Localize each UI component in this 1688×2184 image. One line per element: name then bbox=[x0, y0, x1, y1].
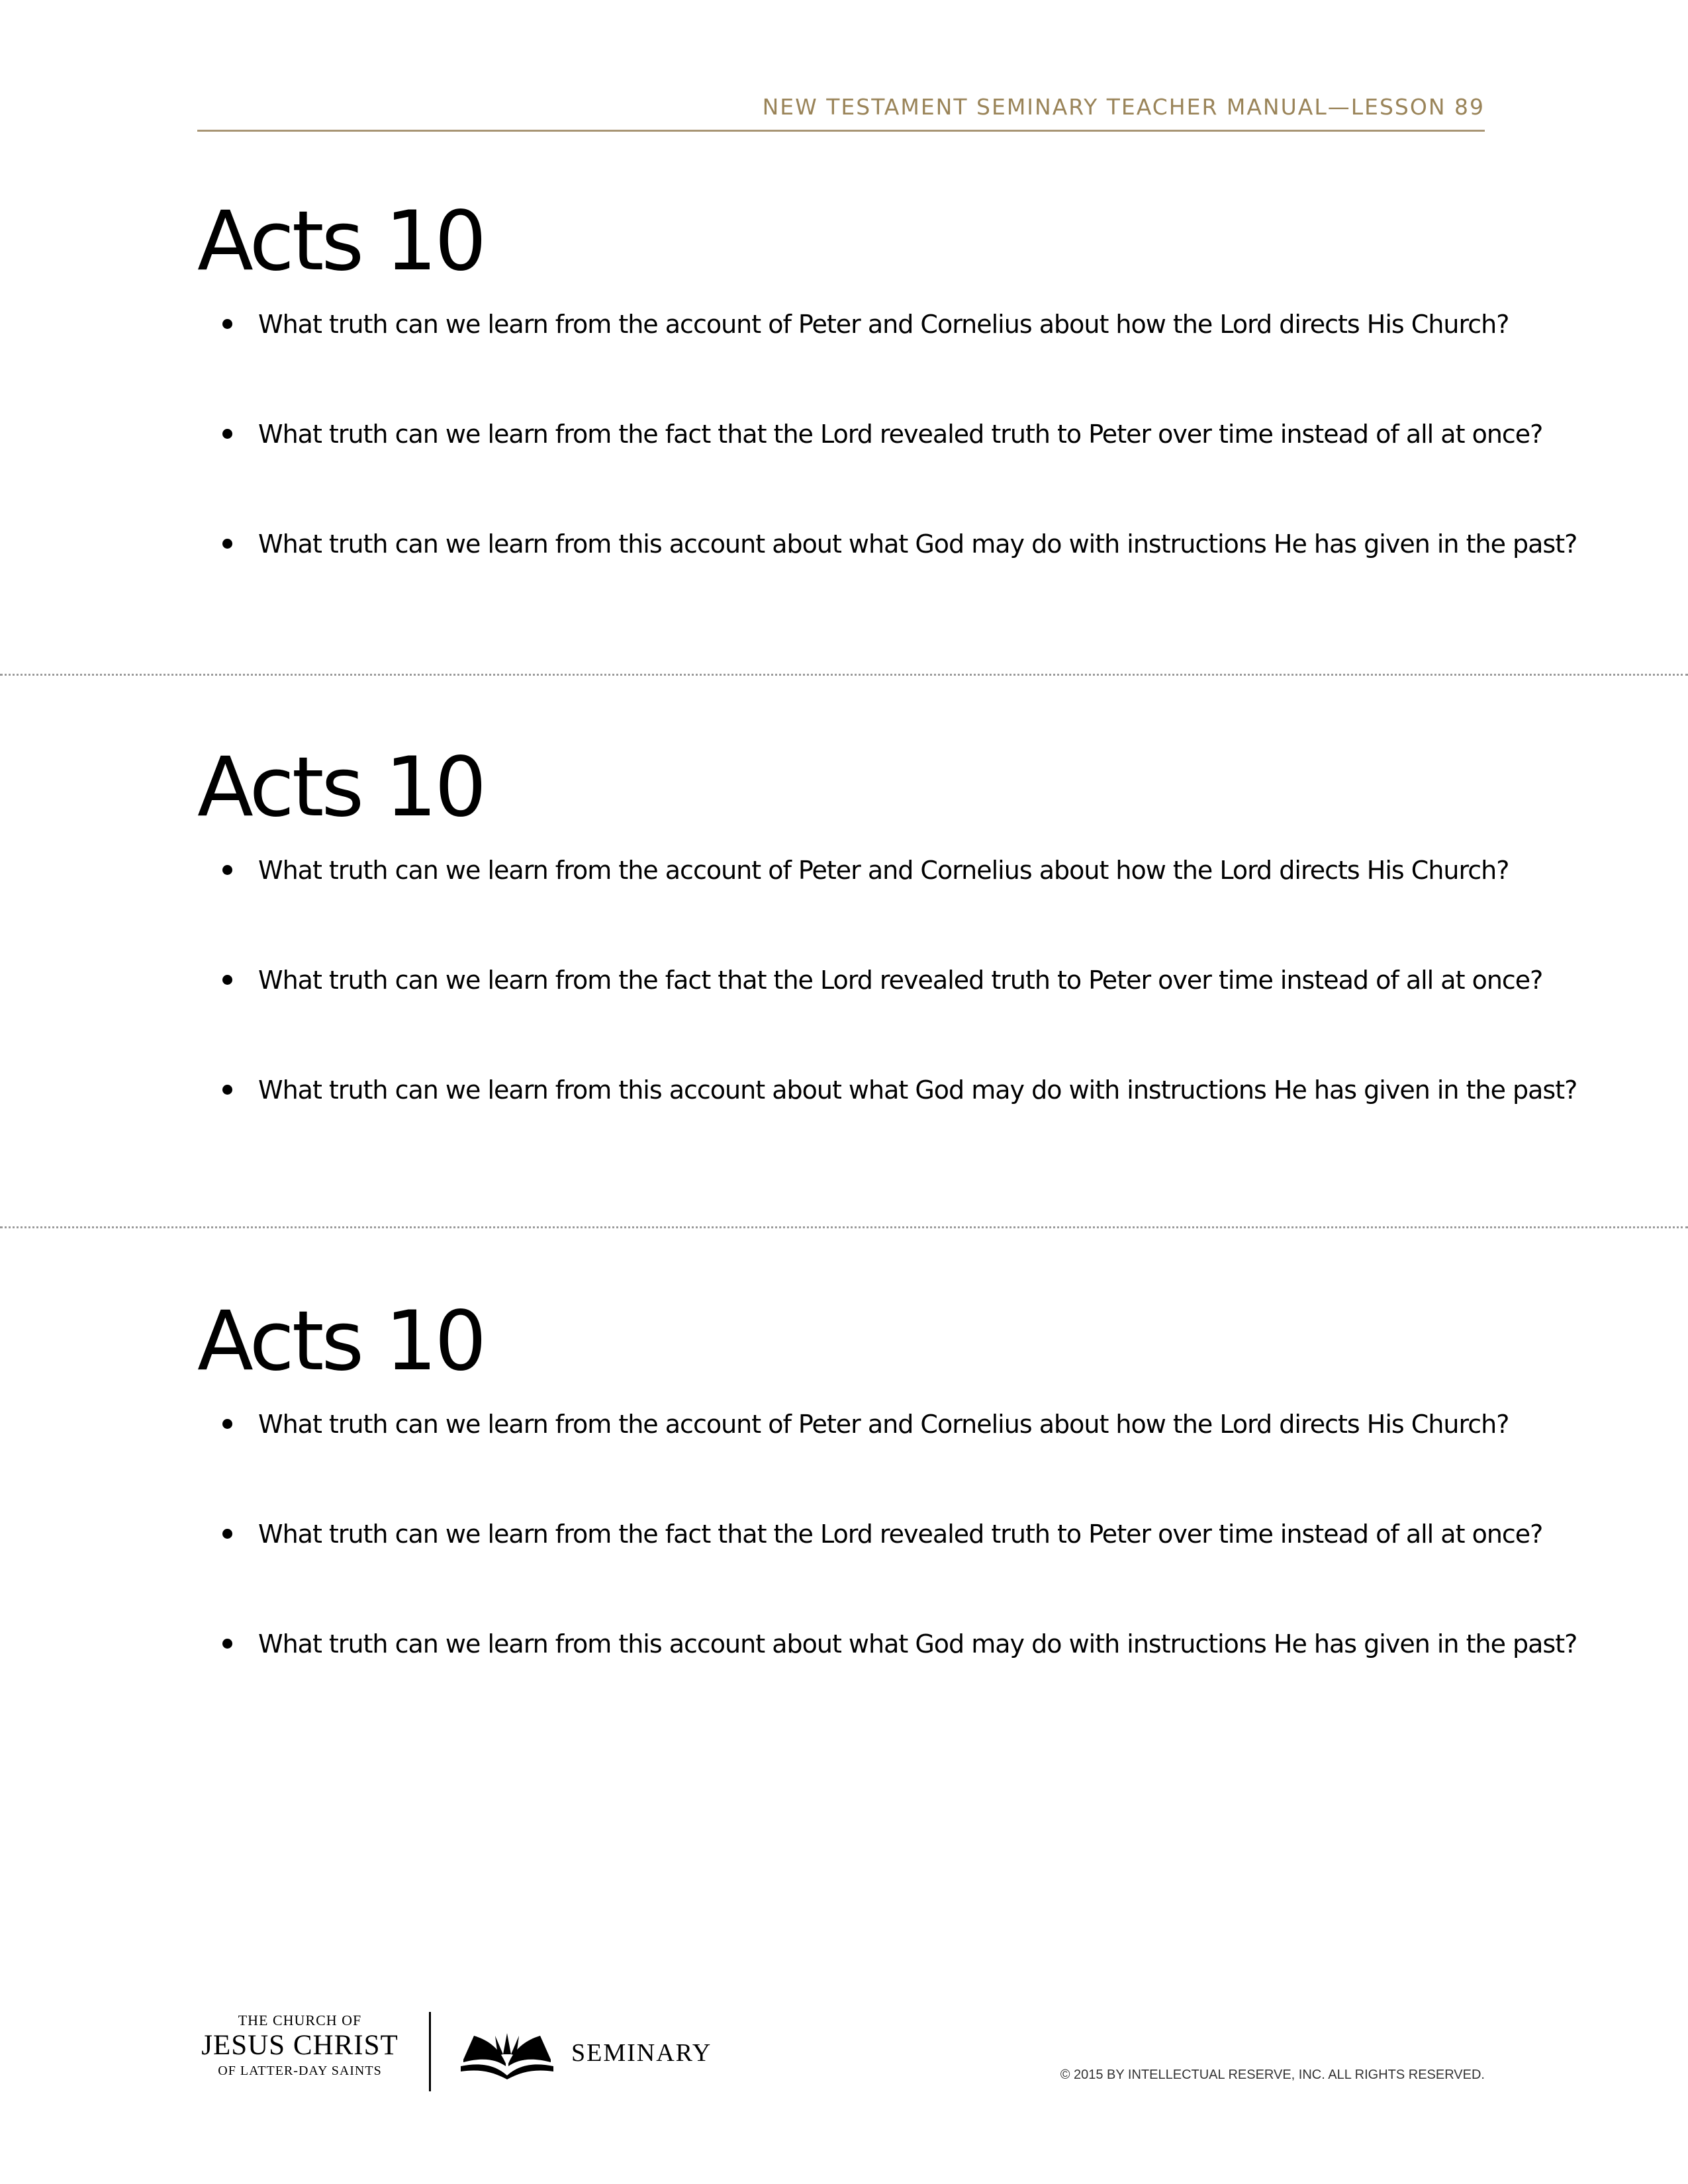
footer-logo bbox=[197, 2012, 727, 2091]
question-text: What truth can we learn from this account about what God may do with instructions He has given in the past? bbox=[258, 1075, 1577, 1105]
question-item bbox=[218, 854, 1575, 964]
section-title: Acts 10 bbox=[197, 1294, 485, 1389]
open-book-sunburst-icon bbox=[461, 2025, 553, 2079]
section-title: Acts 10 bbox=[197, 740, 485, 835]
question-item bbox=[218, 1073, 1575, 1183]
bullet-icon bbox=[222, 1085, 232, 1095]
page-header bbox=[197, 85, 1485, 132]
question-text: What truth can we learn from the account of Peter and Cornelius about how the Lord directs His Church? bbox=[258, 1410, 1509, 1439]
question-item bbox=[218, 527, 1575, 637]
bullet-icon bbox=[222, 319, 232, 329]
bullet-icon bbox=[222, 975, 232, 985]
church-name-line1: THE CHURCH OF bbox=[238, 2012, 362, 2028]
bullet-icon bbox=[222, 1419, 232, 1429]
bullet-icon bbox=[222, 1529, 232, 1539]
question-item bbox=[218, 964, 1575, 1073]
question-text: What truth can we learn from this account about what God may do with instructions He has given in the past? bbox=[258, 529, 1577, 559]
question-list bbox=[218, 1408, 1575, 1737]
question-text: What truth can we learn from the account of Peter and Cornelius about how the Lord directs His Church? bbox=[258, 310, 1509, 339]
question-list bbox=[218, 308, 1575, 637]
section-title: Acts 10 bbox=[197, 194, 485, 289]
cut-line-divider bbox=[0, 674, 1688, 676]
seminary-label: SEMINARY bbox=[571, 2039, 712, 2067]
bullet-icon bbox=[222, 865, 232, 875]
logo-divider bbox=[429, 2012, 431, 2091]
cut-line-divider bbox=[0, 1226, 1688, 1228]
question-item bbox=[218, 418, 1575, 527]
bullet-icon bbox=[222, 1639, 232, 1649]
question-item bbox=[218, 1518, 1575, 1627]
header-title: NEW TESTAMENT SEMINARY TEACHER MANUAL—LESSON 89 bbox=[762, 94, 1485, 120]
bullet-icon bbox=[222, 539, 232, 549]
question-item bbox=[218, 308, 1575, 418]
question-item bbox=[218, 1408, 1575, 1518]
church-name-line3: OF LATTER-DAY SAINTS bbox=[218, 2064, 382, 2078]
question-text: What truth can we learn from the fact that the Lord revealed truth to Peter over time instead of all at once? bbox=[258, 1520, 1543, 1549]
question-text: What truth can we learn from the fact that the Lord revealed truth to Peter over time instead of all at once? bbox=[258, 420, 1543, 449]
question-text: What truth can we learn from this account about what God may do with instructions He has given in the past? bbox=[258, 1629, 1577, 1659]
question-list bbox=[218, 854, 1575, 1183]
question-text: What truth can we learn from the account of Peter and Cornelius about how the Lord directs His Church? bbox=[258, 856, 1509, 885]
question-item bbox=[218, 1627, 1575, 1737]
church-logo bbox=[197, 2012, 402, 2079]
bullet-icon bbox=[222, 429, 232, 439]
copyright-notice: © 2015 BY INTELLECTUAL RESERVE, INC. ALL RIGHTS RESERVED. bbox=[1060, 2068, 1485, 2082]
church-name-line2: JESUS CHRIST bbox=[201, 2030, 399, 2061]
question-text: What truth can we learn from the fact that the Lord revealed truth to Peter over time instead of all at once? bbox=[258, 966, 1543, 995]
